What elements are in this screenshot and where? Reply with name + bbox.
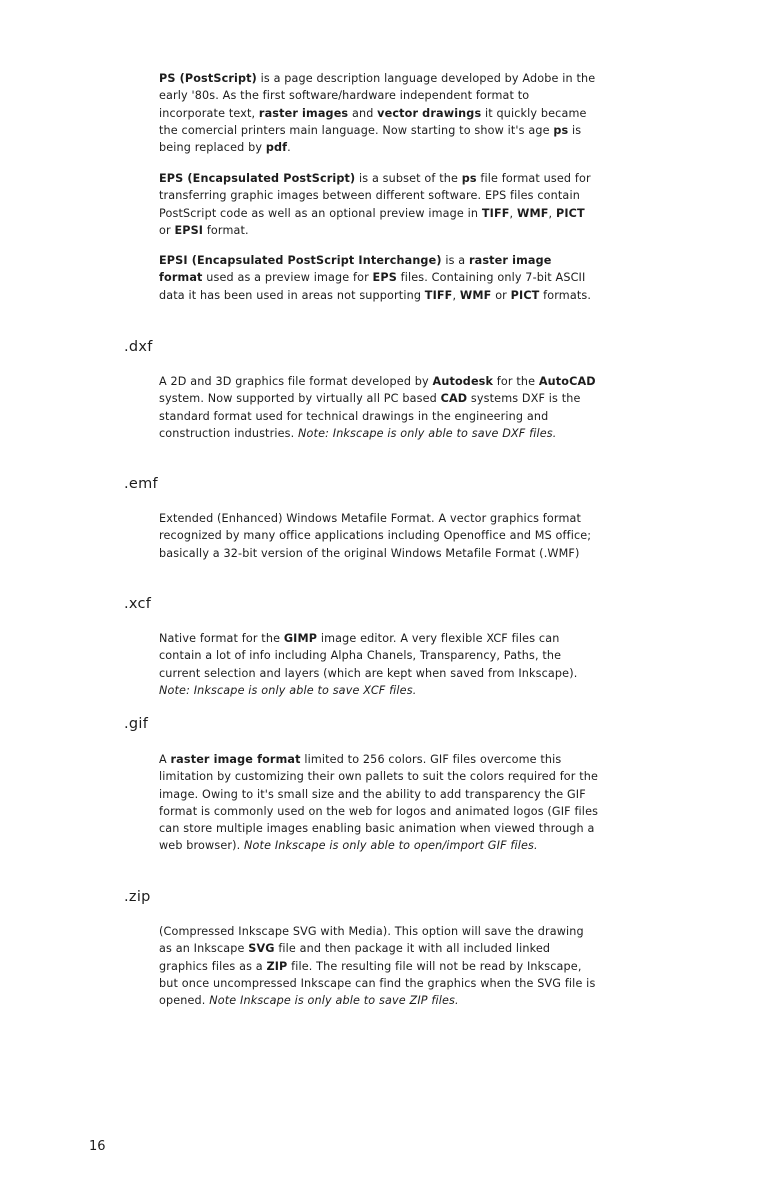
text: it quickly became the comercial printers main language. Now starting to show it's age (159, 106, 587, 137)
text: or (159, 223, 175, 237)
keyword: EPS (372, 271, 397, 285)
keyword: WMF (516, 206, 549, 220)
keyword: PICT (510, 288, 540, 302)
dxf-heading: .dxf (124, 339, 153, 355)
xcf-paragraph (159, 630, 599, 699)
note: Note: Inkscape is only able to save XCF files. (159, 683, 417, 697)
text: is a page description language developed by Adobe in the early '80s. As the first software/hardware independent format to incorporate text, (159, 72, 596, 120)
note: Note: Inkscape is only able to save DXF files. (298, 426, 557, 440)
text: systems DXF is the standard format used for technical drawings in the engineering and construction industries. (159, 392, 581, 440)
text: A 2D and 3D graphics file format developed by (159, 375, 433, 388)
xcf-heading: .xcf (124, 596, 152, 612)
eps-term: EPS (Encapsulated PostScript) (159, 172, 356, 185)
note: Note Inkscape is only able to save ZIP files. (209, 994, 459, 1008)
text: is being replaced by (159, 123, 582, 155)
text: file and then package it with all included linked graphics files as a (159, 942, 551, 973)
text: is a subset of the (355, 172, 462, 185)
text: format. (203, 223, 249, 237)
epsi-term: EPSI (Encapsulated PostScript Interchange) (159, 254, 442, 267)
keyword: ps (461, 172, 477, 185)
keyword: TIFF (424, 288, 453, 302)
keyword: ps (553, 123, 569, 137)
text: file. The resulting file will not be read by Inkscape, but once uncompressed Inkscape can find the graphics when the SVG file is opened. (159, 959, 596, 1008)
gif-heading: .gif (124, 716, 149, 732)
text: (Compressed Inkscape SVG with Media). This option will save the drawing as an Inkscape (159, 925, 584, 956)
note: Note Inkscape is only able to open/import GIF files. (244, 839, 538, 853)
emf-paragraph (159, 510, 599, 562)
ps-paragraph (159, 70, 599, 156)
text: , (548, 206, 556, 220)
keyword: vector drawings (377, 106, 482, 120)
text: for the (493, 375, 539, 388)
text: system. Now supported by virtually all PC based (159, 392, 441, 406)
text: formats. (539, 288, 592, 302)
text: image editor. A very flexible XCF files can contain a lot of info including Alpha Chanels, Transparency, Paths, the current selection and layers (which are kept when saved from Inkscape). (159, 632, 578, 680)
emf-heading: .emf (124, 476, 158, 492)
text: Native format for the (159, 632, 284, 645)
keyword: Autodesk (432, 375, 494, 388)
text: files. Containing only 7-bit ASCII data it has been used in areas not supporting (159, 271, 586, 302)
keyword: TIFF (481, 206, 510, 220)
keyword: raster image format (159, 254, 552, 285)
dxf-paragraph (159, 373, 599, 442)
page-number: 16 (89, 1139, 106, 1154)
keyword: AutoCAD (538, 375, 596, 388)
text: and (348, 106, 378, 120)
text: , (452, 288, 460, 302)
text: A (159, 753, 171, 766)
keyword: ZIP (266, 959, 288, 973)
text: is a (441, 254, 469, 267)
keyword: EPSI (174, 223, 204, 237)
zip-heading: .zip (124, 889, 151, 905)
eps-paragraph (159, 170, 599, 239)
keyword: PICT (555, 206, 585, 220)
text: . (287, 141, 291, 155)
text: , (509, 206, 517, 220)
keyword: SVG (248, 942, 275, 956)
keyword: GIMP (283, 632, 318, 645)
text: used as a preview image for (202, 271, 373, 285)
text: limited to 256 colors. GIF files overcome this limitation by customizing their own pallets to suit the colors required for the image. Owing to it's small size and the ability to add transparency the GIF format is commonly used on the web for logos and animated logos (GIF files can store multiple images enabling basic animation when viewed through a web browser). (159, 753, 599, 853)
keyword: pdf (265, 141, 288, 155)
keyword: raster image format (170, 753, 301, 766)
text: Extended (Enhanced) Windows Metafile Format. A vector graphics format recognized by many office applications including Openoffice and MS office; basically a 32-bit version of the original Windows Metafile Format (.WMF) (159, 512, 592, 560)
keyword: raster images (258, 106, 349, 120)
gif-paragraph (159, 751, 599, 855)
text: file format used for transferring graphic images between different software. EPS files contain PostScript code as well as an optional preview image in (159, 172, 591, 220)
ps-term: PS (PostScript) (159, 72, 257, 85)
text: or (491, 288, 511, 302)
zip-paragraph (159, 923, 599, 1009)
keyword: CAD (440, 392, 468, 406)
keyword: WMF (459, 288, 492, 302)
epsi-paragraph (159, 252, 599, 304)
